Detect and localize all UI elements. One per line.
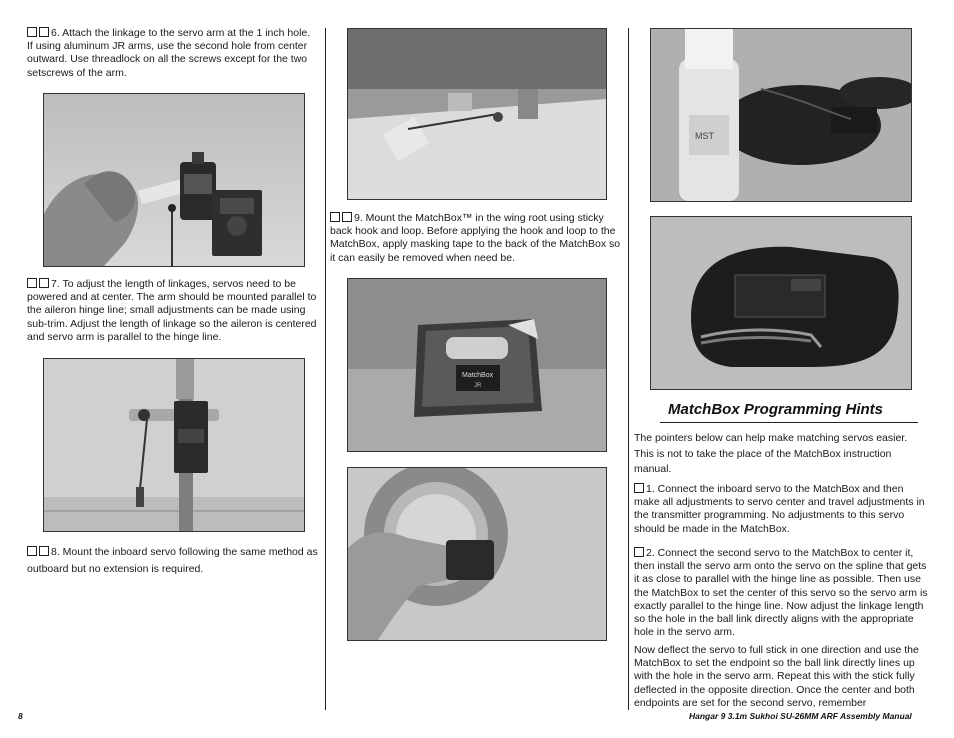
step-7-body: 7. To adjust the length of linkages, servos need to be powered and at center. The arm should be mounted parallel to the aileron hinge line; small adjustments can be made using sub-trim. Adjust the length of linkage so the aileron is centered and servo arm is parallel to the hinge line.	[27, 278, 317, 343]
hints-heading: MatchBox Programming Hints	[668, 401, 884, 418]
step-7-text	[27, 278, 317, 344]
hint-1-body: 1. Connect the inboard servo to the MatchBox and then make all adjustments to servo center and travel adjustments in the transmitter programming. No adjustments to this servo should be made in the MatchBox.	[634, 483, 925, 535]
photo-linkage-attach	[43, 93, 305, 267]
photo-threadlock-matchbox	[650, 28, 912, 202]
hints-intro: The pointers below can help make matching servos easier. This is not to take the place of the MatchBox instruction manual.	[634, 432, 908, 475]
checkbox-icon[interactable]	[27, 278, 37, 288]
checkbox-icon[interactable]	[342, 212, 352, 222]
photo-wing-servo-linkage	[347, 28, 607, 200]
step-9-body: 9. Mount the MatchBox™ in the wing root using sticky back hook and loop. Before applying the hook and loop to the MatchBox, apply masking tape to the back of the MatchBox so it can easily be removed when need be.	[330, 212, 621, 264]
column-divider-1	[325, 28, 326, 710]
checkbox-icon[interactable]	[39, 546, 49, 556]
step-8-text	[27, 544, 325, 578]
step-9-text	[330, 212, 622, 265]
matchbox-label-text: MatchBox	[462, 372, 494, 379]
photo-masking-tape	[347, 467, 607, 641]
checkbox-icon[interactable]	[27, 546, 37, 556]
step-8-body: 8. Mount the inboard servo following the same method as outboard but no extension is required.	[27, 546, 318, 575]
jr-label-text: JR	[474, 383, 482, 389]
hint-2-text	[634, 547, 929, 639]
hints-heading-underline	[660, 422, 918, 423]
checkbox-icon[interactable]	[39, 278, 49, 288]
manual-title: Hangar 9 3.1m Sukhoi SU-26MM ARF Assembly Manual	[689, 711, 912, 721]
page-number: 8	[18, 711, 23, 721]
checkbox-icon[interactable]	[634, 547, 644, 557]
checkbox-icon[interactable]	[39, 27, 49, 37]
checkbox-icon[interactable]	[330, 212, 340, 222]
checkbox-icon[interactable]	[27, 27, 37, 37]
photo-linkage-adjust	[43, 358, 305, 532]
photo-matchbox-package	[347, 278, 607, 452]
photo-matchbox-installed	[650, 216, 912, 390]
column-divider-2	[628, 28, 629, 710]
hint-2-body: 2. Connect the second servo to the MatchBox to center it, then install the servo arm onto the servo on the spline that gets it as close to parallel with the hinge line as possible. Then use the MatchBox to set the center of this servo so the servo arm is exactly parallel to the hinge line. Now adjust the linkage length so the hole in the ball link directly aligns with the appropriate hole in the servo arm.	[634, 547, 928, 639]
checkbox-icon[interactable]	[634, 483, 644, 493]
step-6-text	[27, 27, 317, 80]
step-6-body: 6. Attach the linkage to the servo arm at the 1 inch hole. If using aluminum JR arms, use the second hole from center outward. Use threadlock on all the screws except for the two setscrews of the arm.	[27, 27, 311, 79]
threadlock-label-text: MST	[695, 131, 714, 141]
hints-paragraph-3: Now deflect the servo to full stick in one direction and use the MatchBox to set the endpoint so the ball link directly lines up with the hole in the servo arm. Repeat this with the stick fully deflected in the opposite direction. Once the center and both endpoints are set for the second servo, remember	[634, 644, 919, 709]
hint-1-text	[634, 483, 929, 536]
